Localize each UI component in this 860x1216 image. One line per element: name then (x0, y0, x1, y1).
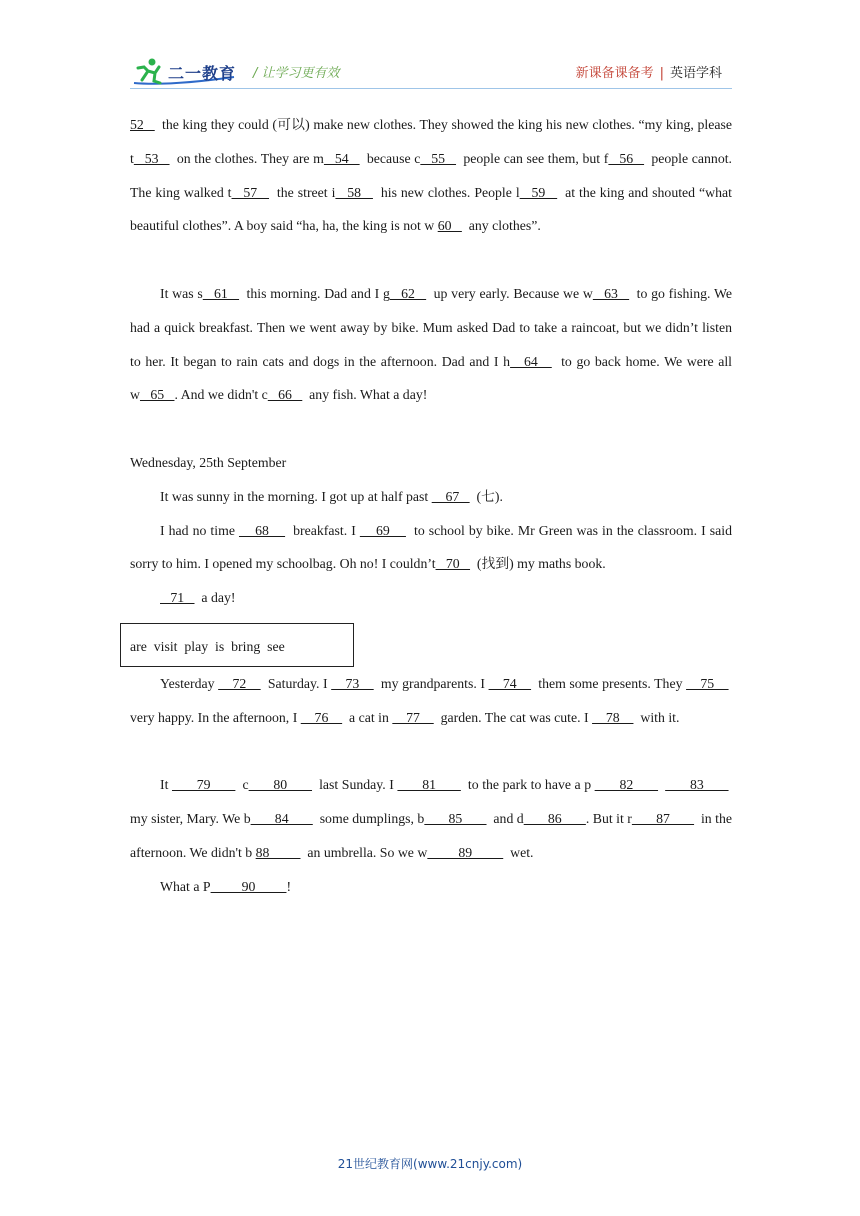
logo-text: 二一教育 (168, 66, 237, 83)
paragraph: 52 the king they could (可以) make new clothes. They showed the king his new clothes. “my king, please t 53 on the clothes. They are m 54 because c 55 people can see them, but f 56 people cannot. The king walked t 57 the street i 58 his new clothes. People l 59 at the king and shouted “what beautiful clothes”. A boy said “ha, ha, the king is not w 60 any clothes”. (130, 117, 733, 234)
header-right (576, 62, 722, 81)
paragraph: It 79 c 80 last Sunday. I 81 to the park to have a p 82 83 my sister, Mary. We b 84 some dumplings, b 85 and d 86 . But it r 87 in the afternoon. We didn't b 88 an umbrella. So we w 89 wet. (130, 777, 733, 860)
header-slogan: / 让学习更有效 (253, 66, 340, 81)
paragraph: Yesterday 72 Saturday. I 73 my grandparents. I 74 them some presents. They 75 very happy. In the afternoon, I 76 a cat in 77 garden. The cat was cute. I 78 with it. (130, 675, 733, 725)
paragraph: What a P 90 ! (160, 878, 292, 894)
word-bank-box: are visit play is bring see (120, 623, 354, 667)
header-subject-label: 英语学科 (669, 66, 722, 81)
page-footer: 21世纪教育网(www.21cnjy.com) (337, 1157, 523, 1171)
paragraph: I had no time 68 breakfast. I 69 to school by bike. Mr Green was in the classroom. I said sorry to him. I opened my schoolbag. Oh no! I couldn’t 70 (找到) my maths book. (130, 522, 732, 572)
header-separator: | (659, 66, 664, 81)
document-body (130, 108, 732, 904)
header-course-label: 新课备课备考 (575, 66, 654, 81)
paragraph: It was s 61 this morning. Dad and I g 62 up very early. Because we w 63 to go fishing. We had a quick breakfast. Then we went away by bike. Mum asked Dad to take a raincoat, but we didn’t listen to her. It began to rain cats and dogs in the afternoon. Dad and I h 64 to go back home. We were all w 65 . And we didn't c 66 any fish. What a day! (130, 285, 733, 403)
page-header (130, 56, 732, 90)
header-divider (130, 88, 732, 89)
paragraph: Wednesday, 25th September (130, 454, 287, 470)
paragraph: It was sunny in the morning. I got up at half past 67 (七). (160, 488, 503, 504)
paragraph: 71 a day! (160, 590, 236, 606)
